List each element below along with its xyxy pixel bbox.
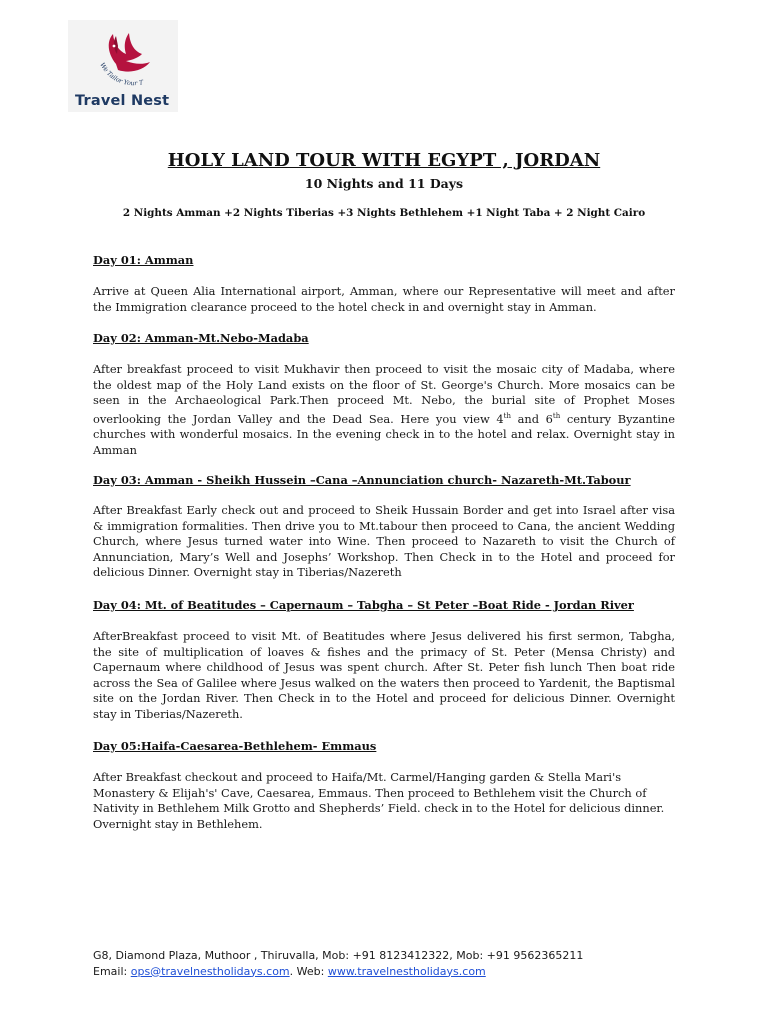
day-02-heading: Day 02: Amman-Mt.Nebo-Madaba xyxy=(93,331,309,345)
day-02-text xyxy=(93,362,675,458)
email-link[interactable]: ops@travelnestholidays.com xyxy=(130,964,290,978)
day-04-heading: Day 04: Mt. of Beatitudes – Capernaum – Tabgha – St Peter –Boat Ride - Jordan River xyxy=(93,598,634,612)
footer-address: G8, Diamond Plaza, Muthoor , Thiruvalla, Mob: +91 8123412322, Mob: +91 9562365211 xyxy=(93,949,584,962)
tour-duration: 10 Nights and 11 Days xyxy=(304,176,464,191)
day-05-text: After Breakfast checkout and proceed to Haifa/Mt. Carmel/Hanging garden & Stella Mari's Monastery & Elijah's' Cave, Caesarea, Emmaus. Then proceed to Bethlehem visit the Church of Nativity in Bethlehem Milk Grotto and Shepherds’ Field. check in to the Hotel for delicious dinner. Overnight stay in Bethlehem. xyxy=(93,770,665,831)
logo-tagline: We Tailor Your T xyxy=(98,61,144,88)
document-title: HOLY LAND TOUR WITH EGYPT , JORDAN xyxy=(167,150,601,171)
day-02-text-part-a: After breakfast proceed to visit Mukhavir then proceed to visit the mosaic city of Madaba, where the oldest map of the Holy Land exists on the floor of St. George's Church. More mosaics can be seen in the Archaeological Park.Then proceed Mt. Nebo, the burial site of Prophet Moses overlooking the Jordan Valley and the Dead Sea. Here you view 4 xyxy=(93,362,675,426)
bird-logo-icon xyxy=(86,24,158,94)
day-02-text-part-b: and 6 xyxy=(510,411,553,426)
day-02-ordinal-a: th xyxy=(503,411,511,420)
logo-name: Travel Nest xyxy=(75,93,170,109)
website-link[interactable]: www.travelnestholidays.com xyxy=(327,964,486,978)
day-03-heading: Day 03: Amman - Sheikh Hussein –Cana –Annunciation church- Nazareth-Mt.Tabour xyxy=(93,473,631,487)
day-05-heading: Day 05:Haifa-Caesarea-Bethlehem- Emmaus xyxy=(93,739,377,753)
day-01-text: Arrive at Queen Alia International airport, Amman, where our Representative will meet and after the Immigration clearance proceed to the hotel check in and overnight stay in Amman. xyxy=(93,284,675,314)
company-logo xyxy=(68,20,178,112)
footer-contact xyxy=(93,948,693,979)
footer-links xyxy=(93,964,693,980)
day-04-text: AfterBreakfast proceed to visit Mt. of Beatitudes where Jesus delivered his first sermon, Tabgha, the site of multiplication of loaves & fishes and the primacy of St. Peter (Mensa Christy) and Capernaum where childhood of Jesus was spent church. After St. Peter fish lunch Then boat ride across the Sea of Galilee where Jesus walked on the waters then proceed to Yardenit, the Baptismal site on the Jordan River. Then Check in to the Hotel and proceed for delicious Dinner. Overnight stay in Tiberias/Nazereth. xyxy=(93,629,675,721)
day-02-ordinal-b: th xyxy=(552,411,561,420)
itinerary-summary: 2 Nights Amman +2 Nights Tiberias +3 Nights Bethlehem +1 Night Taba + 2 Night Cairo xyxy=(122,207,646,219)
web-label: . Web: xyxy=(289,964,328,978)
email-label: Email: xyxy=(93,964,131,978)
day-02-text-part-c: century Byzantine churches with wonderful mosaics. In the evening check in to the hotel and relax. Overnight stay in Amman xyxy=(93,411,675,457)
day-03-text: After Breakfast Early check out and proceed to Sheik Hussain Border and get into Israel after visa & immigration formalities. Then drive you to Mt.tabour then proceed to Cana, the ancient Wedding Church, where Jesus turned water into Wine. Then proceed to Nazareth to visit the Church of Annunciation, Mary’s Well and Josephs’ Workshop. Then Check in to the Hotel and proceed for delicious Dinner. Overnight stay in Tiberias/Nazereth xyxy=(93,503,675,580)
day-01-heading: Day 01: Amman xyxy=(93,253,194,267)
